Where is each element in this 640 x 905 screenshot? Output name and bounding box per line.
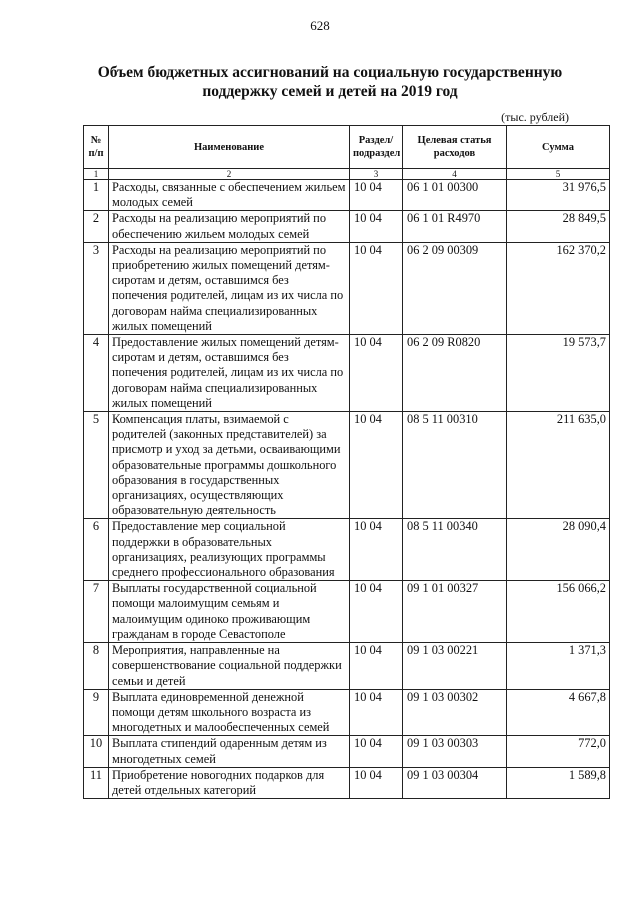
cell-sum: 28 849,5	[507, 211, 610, 242]
table-row	[84, 211, 610, 242]
cell-target: 09 1 03 00303	[403, 736, 507, 767]
index-cell: 5	[507, 169, 610, 180]
header-section: Раздел/ подраздел	[350, 126, 403, 169]
cell-name: Выплата стипендий одаренным детям из многодетных семей	[109, 736, 350, 767]
cell-section: 10 04	[350, 211, 403, 242]
cell-num: 4	[84, 335, 109, 412]
cell-sum: 31 976,5	[507, 180, 610, 211]
cell-name: Расходы на реализацию мероприятий по обеспечению жильем молодых семей	[109, 211, 350, 242]
cell-name: Приобретение новогодних подарков для детей отдельных категорий	[109, 767, 350, 798]
cell-name: Расходы на реализацию мероприятий по приобретению жилых помещений детям-сиротам и детям, оставшимся без попечения родителей, лицам из их числа по договорам найма специализированных жилых помещений	[109, 242, 350, 334]
cell-name: Предоставление жилых помещений детям-сиротам и детям, оставшимся без попечения родителей, лицам из их числа по договорам найма специализированных жилых помещений	[109, 335, 350, 412]
cell-section: 10 04	[350, 643, 403, 690]
table-row	[84, 242, 610, 334]
cell-name: Расходы, связанные с обеспечением жильем молодых семей	[109, 180, 350, 211]
cell-sum: 28 090,4	[507, 519, 610, 581]
table-row	[84, 736, 610, 767]
table-row	[84, 335, 610, 412]
cell-num: 9	[84, 689, 109, 736]
table-row	[84, 767, 610, 798]
header-target: Целевая статья расходов	[403, 126, 507, 169]
cell-num: 6	[84, 519, 109, 581]
index-cell: 4	[403, 169, 507, 180]
cell-target: 09 1 01 00327	[403, 581, 507, 643]
table-row	[84, 581, 610, 643]
index-cell: 3	[350, 169, 403, 180]
cell-sum: 1 371,3	[507, 643, 610, 690]
table-row	[84, 689, 610, 736]
cell-num: 1	[84, 180, 109, 211]
cell-section: 10 04	[350, 581, 403, 643]
cell-target: 06 2 09 00309	[403, 242, 507, 334]
cell-target: 08 5 11 00340	[403, 519, 507, 581]
cell-target: 09 1 03 00304	[403, 767, 507, 798]
header-name: Наименование	[109, 126, 350, 169]
cell-section: 10 04	[350, 412, 403, 519]
cell-sum: 211 635,0	[507, 412, 610, 519]
cell-section: 10 04	[350, 519, 403, 581]
cell-num: 5	[84, 412, 109, 519]
cell-target: 09 1 03 00302	[403, 689, 507, 736]
cell-section: 10 04	[350, 180, 403, 211]
cell-sum: 4 667,8	[507, 689, 610, 736]
cell-section: 10 04	[350, 335, 403, 412]
cell-sum: 772,0	[507, 736, 610, 767]
cell-name: Мероприятия, направленные на совершенствование социальной поддержки семьи и детей	[109, 643, 350, 690]
cell-section: 10 04	[350, 736, 403, 767]
cell-target: 06 1 01 R4970	[403, 211, 507, 242]
document-title	[60, 63, 600, 101]
index-cell: 1	[84, 169, 109, 180]
index-cell: 2	[109, 169, 350, 180]
cell-num: 3	[84, 242, 109, 334]
index-row	[84, 169, 610, 180]
units-label: (тыс. рублей)	[501, 110, 569, 124]
cell-num: 2	[84, 211, 109, 242]
budget-table	[83, 125, 610, 799]
cell-sum: 19 573,7	[507, 335, 610, 412]
cell-num: 7	[84, 581, 109, 643]
cell-target: 08 5 11 00310	[403, 412, 507, 519]
table-row	[84, 643, 610, 690]
cell-num: 11	[84, 767, 109, 798]
table-row	[84, 180, 610, 211]
cell-num: 10	[84, 736, 109, 767]
cell-sum: 162 370,2	[507, 242, 610, 334]
cell-sum: 156 066,2	[507, 581, 610, 643]
header-sum: Сумма	[507, 126, 610, 169]
cell-target: 06 2 09 R0820	[403, 335, 507, 412]
table-row	[84, 519, 610, 581]
cell-sum: 1 589,8	[507, 767, 610, 798]
cell-num: 8	[84, 643, 109, 690]
title-line-2: поддержку семей и детей на 2019 год	[202, 83, 458, 100]
header-row	[84, 126, 610, 169]
cell-name: Компенсация платы, взимаемой с родителей (законных представителей) за присмотр и уход за детьми, осваивающими образовательные программы дошкольного образования в государственных организациях, осуществляющих образовательную деятельность	[109, 412, 350, 519]
cell-name: Выплата единовременной денежной помощи детям школьного возраста из многодетных и малообеспеченных семей	[109, 689, 350, 736]
title-line-1: Объем бюджетных ассигнований на социальную государственную	[97, 64, 563, 81]
table-row	[84, 412, 610, 519]
cell-name: Выплаты государственной социальной помощи малоимущим семьям и малоимущим одиноко проживающим гражданам в городе Севастополе	[109, 581, 350, 643]
page-number: 628	[310, 18, 330, 33]
cell-section: 10 04	[350, 767, 403, 798]
cell-target: 09 1 03 00221	[403, 643, 507, 690]
cell-name: Предоставление мер социальной поддержки в образовательных организациях, реализующих программы среднего профессионального образования	[109, 519, 350, 581]
header-num: № п/п	[84, 126, 109, 169]
cell-section: 10 04	[350, 689, 403, 736]
cell-section: 10 04	[350, 242, 403, 334]
cell-target: 06 1 01 00300	[403, 180, 507, 211]
